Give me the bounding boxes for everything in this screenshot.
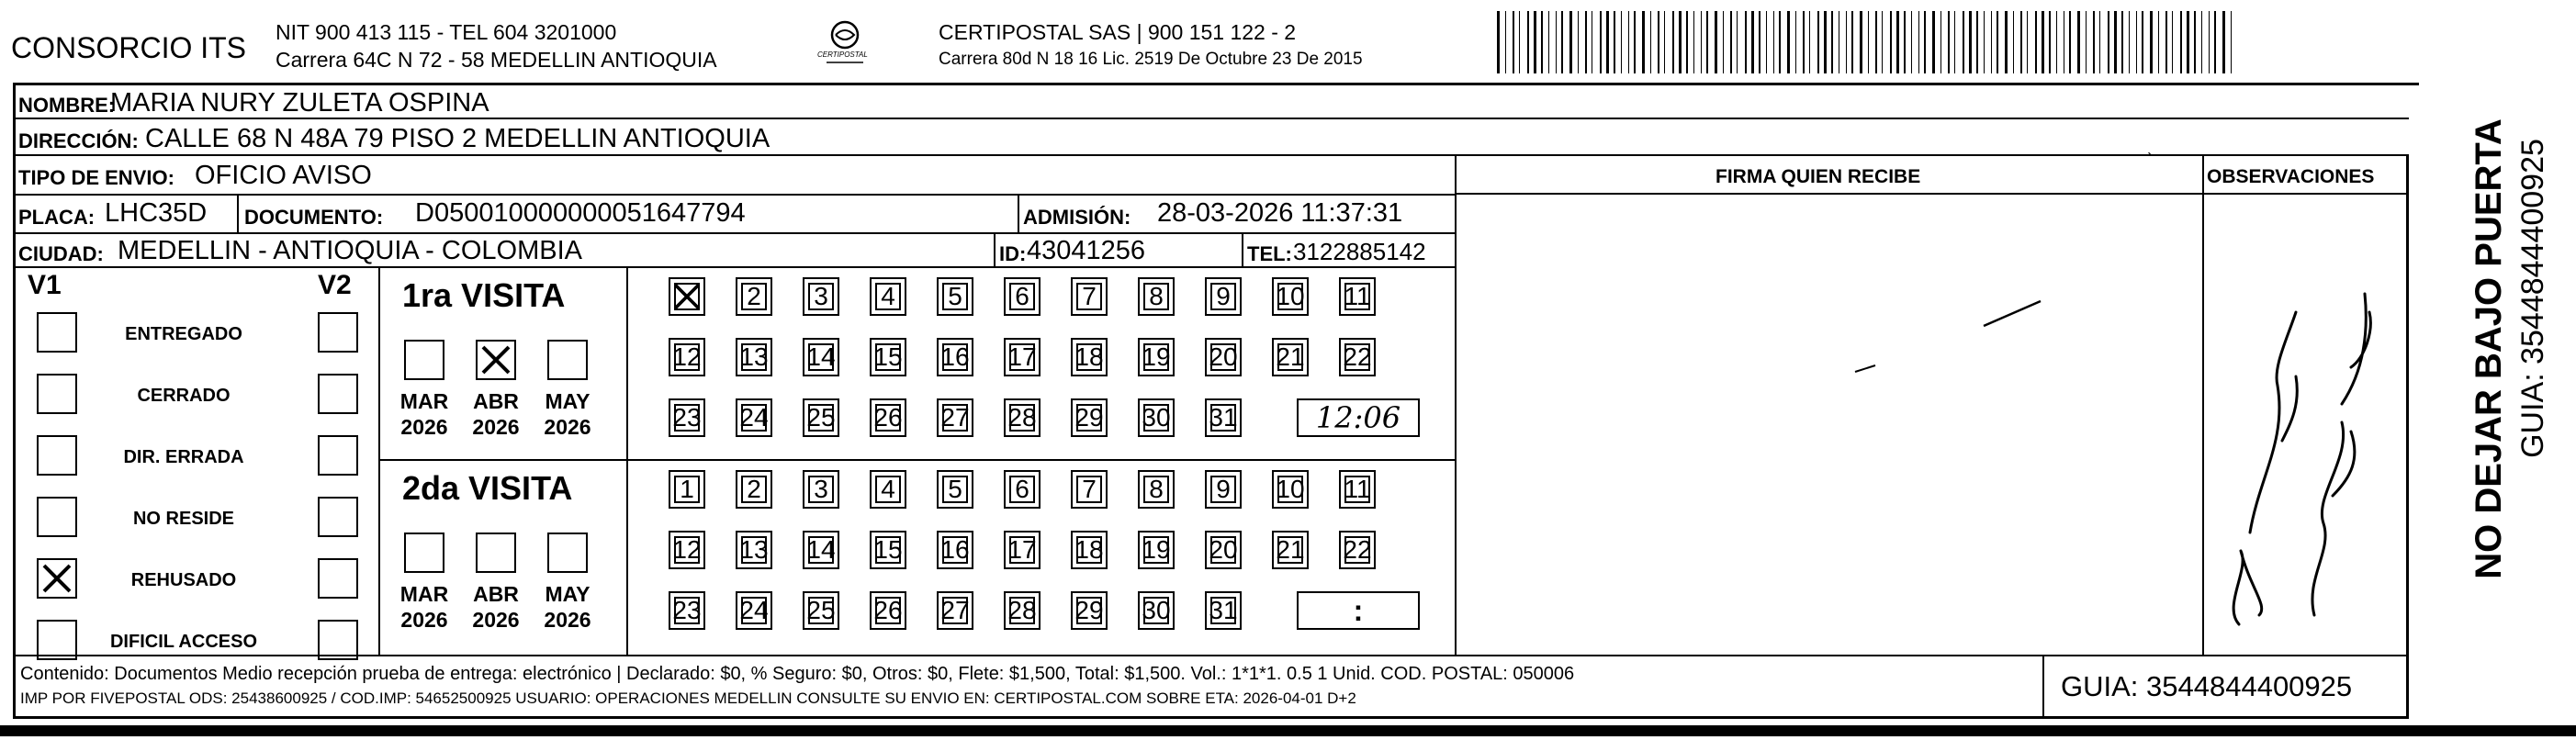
barcode-bar [1606,11,1609,73]
status-label: REHUSADO [130,570,237,590]
frame-left [13,83,16,716]
barcode-bar [1969,11,1972,73]
barcode-bar [2093,11,2095,73]
day-box[interactable]: 17 [1004,531,1041,569]
barcode-bar [2049,11,2051,73]
day-box[interactable]: 28 [1004,591,1041,630]
barcode-bar [2121,11,2123,73]
barcode-bar [2180,11,2182,73]
day-box[interactable]: 30 [1138,591,1175,630]
footer-top [13,655,2409,656]
day-box[interactable]: 13 [736,338,772,376]
day-box[interactable]: 16 [937,531,973,569]
day-box[interactable]: 15 [870,531,906,569]
barcode-bar [2035,11,2037,73]
documento-label: DOCUMENTO: [244,206,384,229]
day-box[interactable]: 3 [803,277,839,316]
barcode-bar [2077,11,2080,73]
barcode-bar [2136,11,2137,73]
month-year: 2026 [544,415,591,439]
barcode-bar [1658,11,1659,73]
month-checkbox[interactable] [476,533,516,573]
ciudad-label: CIUDAD: [18,242,104,265]
row-line-4 [13,232,1457,234]
barcode-bar [1561,11,1563,73]
day-box[interactable]: 14 [803,531,839,569]
side-guia: GUIA: 3544844400925 [2515,139,2550,458]
row-line-2 [13,154,2409,156]
day-box[interactable]: 4 [870,277,906,316]
day-box[interactable]: 31 [1205,591,1242,630]
barcode-bar [2099,11,2100,73]
status-v1-checkbox[interactable] [37,435,77,476]
month-label: MAR [399,389,449,413]
barcode-bar [2069,11,2071,73]
day-box[interactable]: 27 [937,398,973,437]
day-box[interactable]: 5 [937,470,973,509]
month-label: ABR [473,389,519,413]
barcode-bar [1569,11,1572,73]
day-box[interactable]: 14 [803,338,839,376]
barcode-bar [1745,11,1747,73]
row-line-5 [13,266,1457,268]
barcode-bar [1497,11,1500,73]
ciudad-value: MEDELLIN - ANTIOQUIA - COLOMBIA [118,236,582,265]
carrier-address: Carrera 80d N 18 16 Lic. 2519 De Octubre 23 De 2015 [939,50,1363,69]
v2-header: V2 [318,270,352,300]
day-box[interactable]: 11 [1339,277,1376,316]
barcode-bar [1751,11,1754,73]
company-nit: NIT 900 413 115 - TEL 604 3201000 [276,20,617,44]
visit-title: 1ra VISITA [402,276,566,314]
barcode-bar [2165,11,2167,73]
month-checkbox[interactable] [476,340,516,380]
barcode-bar [1628,11,1629,73]
frame-right [2406,154,2409,716]
footer-line-2: IMP POR FIVEPOSTAL ODS: 25438600925 / COD.IMP: 54652500925 USUARIO: OPERACIONES MEDELLIN CONSULTE SU ENVIO EN: CERTIPOSTAL.COM SOBRE ETA: 2026-04-01 D+2 [20,690,1356,707]
month-checkbox[interactable] [404,340,444,380]
barcode-bar [1882,11,1883,73]
barcode-bar [2172,11,2173,73]
barcode-bar [1911,11,1912,73]
id-sep [994,232,996,266]
barcode-bar [1851,11,1853,73]
day-box[interactable]: 16 [937,338,973,376]
status-v2-checkbox[interactable] [318,558,358,599]
barcode-bar [1672,11,1674,73]
barcode-bar [2005,11,2008,73]
placa-sep [237,194,239,232]
day-box[interactable]: 19 [1138,531,1175,569]
frame-bottom [13,716,2409,719]
month-label: MAY [545,389,591,413]
barcode-bar [1621,11,1622,73]
barcode-bar [1519,11,1520,73]
barcode-bar [1773,11,1774,73]
day-box[interactable]: 2 [736,277,772,316]
barcode-bar [1548,11,1549,73]
status-v1-checkbox[interactable] [37,312,77,353]
barcode-bar [1706,11,1708,73]
barcode-bar [1846,11,1847,73]
day-box[interactable]: 22 [1339,338,1376,376]
month-year: 2026 [472,415,520,439]
barcode-bar [1831,11,1833,73]
barcode-bar [1759,11,1760,73]
barcode-bar [1860,11,1862,73]
barcode-bar [1890,11,1892,73]
day-box[interactable]: 10 [1272,277,1309,316]
admision-label: ADMISIÓN: [1023,206,1131,229]
day-box[interactable]: 29 [1071,398,1108,437]
barcode-bar [1787,11,1790,73]
barcode-bar [1932,11,1935,73]
day-box[interactable]: 25 [803,591,839,630]
placa-label: PLACA: [18,206,96,229]
day-box[interactable]: 24 [736,591,772,630]
day-box[interactable]: 13 [736,531,772,569]
barcode-bar [1513,11,1514,73]
status-v1-checkbox[interactable] [37,558,77,599]
nombre-label: NOMBRE: [18,94,116,117]
day-box[interactable]: 19 [1138,338,1175,376]
day-box[interactable]: 26 [870,591,906,630]
barcode-bar [2020,11,2022,73]
barcode-bar [2158,11,2159,73]
status-label: DIFICIL ACCESO [109,632,258,652]
signature-strokes [1828,285,2057,386]
status-label: NO RESIDE [132,509,235,529]
tipo-envio-label: TIPO DE ENVIO: [18,166,174,189]
day-box[interactable]: 23 [669,591,705,630]
barcode-bar [1924,11,1926,73]
barcode-bar [1737,11,1738,73]
barcode-bar [2042,11,2044,73]
month-year: 2026 [472,608,520,632]
barcode-bar [1664,11,1665,73]
tel-value: 3122885142 [1293,238,1426,265]
certipostal-logo [808,17,882,72]
day-box[interactable]: 11 [1339,470,1376,509]
day-box[interactable]: 10 [1272,470,1309,509]
row-line-1 [13,118,2409,119]
day-box[interactable]: 1 [669,470,705,509]
month-label: ABR [473,582,519,606]
barcode-bar [1650,11,1651,73]
frame-top [13,83,2419,85]
barcode-bar [1600,11,1602,73]
side-warning: NO DEJAR BAJO PUERTA [2469,118,2509,579]
day-box[interactable]: 2 [736,470,772,509]
status-label: ENTREGADO [125,324,242,344]
day-box[interactable]: 12 [669,531,705,569]
documento-value: D050010000000051647794 [415,198,746,228]
barcode-bar [1896,11,1899,73]
day-box[interactable]: 9 [1205,470,1242,509]
header [0,0,2576,79]
day-box[interactable]: 21 [1272,531,1309,569]
month-label: MAY [545,582,591,606]
barcode-bar [1918,11,1919,73]
footer-line-1: Contenido: Documentos Medio recepción prueba de entrega: electrónico | Declarado: $0, % Seguro: $0, Otros: $0, Flete: $1,500, Total: $1,500. Vol.: 1*1*1. 0.5 1 Unid. COD. POSTAL: 050006 [20,664,1575,684]
barcode-bar [2214,11,2216,73]
day-box[interactable] [669,277,705,316]
barcode-bar [1991,11,1992,73]
month-checkbox[interactable] [547,340,588,380]
day-box[interactable]: 7 [1071,277,1108,316]
tel-label: TEL: [1247,242,1292,265]
admision-value: 28-03-2026 11:37:31 [1157,198,1403,228]
barcode-bar [1824,11,1827,73]
signature-dot: ` [2147,151,2153,169]
barcode-bar [1642,11,1645,73]
barcode-bar [1984,11,1985,73]
tipo-envio-value: OFICIO AVISO [195,161,372,190]
barcode-bar [1779,11,1781,73]
day-box[interactable]: 31 [1205,398,1242,437]
barcode-bar [1534,11,1536,73]
col-firma-left [1455,154,1457,655]
barcode [1497,11,2232,73]
barcode-bar [1940,11,1941,73]
day-box[interactable]: 23 [669,398,705,437]
direccion-value: CALLE 68 N 48A 79 PISO 2 MEDELLIN ANTIOQUIA [145,124,771,153]
barcode-bar [1875,11,1877,73]
barcode-bar [1541,11,1543,73]
day-box[interactable]: 15 [870,338,906,376]
barcode-bar [1730,11,1732,73]
day-box[interactable]: 7 [1071,470,1108,509]
observation-handwriting [2213,275,2397,643]
day-box[interactable]: 17 [1004,338,1041,376]
firma-header-line [1455,193,2409,195]
barcode-bar [1715,11,1717,73]
month-label: MAR [399,582,449,606]
footer-guia: GUIA: 3544844400925 [2061,670,2353,702]
status-label: DIR. ERRADA [123,447,244,467]
day-box[interactable]: 4 [870,470,906,509]
day-box[interactable]: 22 [1339,531,1376,569]
barcode-bar [2013,11,2014,73]
barcode-bar [1904,11,1906,73]
footer-guia-sep [2042,655,2044,716]
barcode-bar [1795,11,1796,73]
v1-header: V1 [28,270,62,300]
day-box[interactable]: 3 [803,470,839,509]
logo-text: CERTIPOSTAL [817,50,868,59]
status-v2-checkbox[interactable] [318,435,358,476]
day-box[interactable]: 9 [1205,277,1242,316]
time-box[interactable]: 12:06 [1297,398,1420,437]
barcode-bar [1954,11,1955,73]
status-v2-checkbox[interactable] [318,312,358,353]
barcode-bar [1505,11,1506,73]
barcode-bar [2056,11,2057,73]
barcode-bar [1817,11,1819,73]
firma-header: FIRMA QUIEN RECIBE [1715,166,1921,187]
day-box[interactable]: 21 [1272,338,1309,376]
barcode-bar [2142,11,2143,73]
day-box[interactable]: 5 [937,277,973,316]
status-label: CERRADO [137,386,231,406]
barcode-bar [1997,11,1998,73]
day-box[interactable]: 12 [669,338,705,376]
barcode-bar [2194,11,2196,73]
admision-sep [1018,194,1019,232]
barcode-bar [2086,11,2087,73]
barcode-bar [1679,11,1682,73]
day-box[interactable]: 27 [937,591,973,630]
barcode-bar [1693,11,1694,73]
barcode-bar [1809,11,1810,73]
barcode-bar [2027,11,2028,73]
visit-title: 2da VISITA [402,469,573,507]
carrier-name: CERTIPOSTAL SAS | 900 151 122 - 2 [939,20,1297,44]
status-v1-checkbox[interactable] [37,374,77,414]
barcode-bar [2201,11,2202,73]
month-year: 2026 [544,608,591,632]
barcode-bar [1527,11,1529,73]
day-box[interactable]: 20 [1205,531,1242,569]
day-box[interactable]: 29 [1071,591,1108,630]
barcode-bar [1976,11,1978,73]
id-value: 43041256 [1027,236,1146,265]
barcode-bar [1766,11,1767,73]
barcode-bar [1701,11,1702,73]
status-v2-checkbox[interactable] [318,497,358,537]
observaciones-header: OBSERVACIONES [2207,166,2375,187]
day-box[interactable]: 26 [870,398,906,437]
barcode-bar [1686,11,1688,73]
direccion-label: DIRECCIÓN: [18,129,139,152]
day-box[interactable]: 24 [736,398,772,437]
company-address: Carrera 64C N 72 - 58 MEDELLIN ANTIOQUIA [276,48,717,72]
barcode-bar [2114,11,2117,73]
day-box[interactable]: 30 [1138,398,1175,437]
barcode-bar [1948,11,1950,73]
barcode-bar [2150,11,2153,73]
barcode-bar [1556,11,1557,73]
barcode-bar [1723,11,1724,73]
month-year: 2026 [400,415,448,439]
nombre-value: MARIA NURY ZULETA OSPINA [110,88,489,118]
barcode-bar [2209,11,2210,73]
tel-sep [1242,232,1243,266]
barcode-bar [2187,11,2189,73]
day-box[interactable]: 6 [1004,277,1041,316]
day-box[interactable]: 20 [1205,338,1242,376]
barcode-bar [1578,11,1579,73]
status-v1-checkbox[interactable] [37,497,77,537]
barcode-bar [2129,11,2130,73]
barcode-bar [1585,11,1587,73]
day-box[interactable]: 25 [803,398,839,437]
time-box[interactable]: : [1297,591,1420,630]
bottom-shadow [0,725,2576,736]
month-checkbox[interactable] [404,533,444,573]
col-obs-left [2202,154,2204,655]
day-box[interactable]: 28 [1004,398,1041,437]
day-box[interactable]: 6 [1004,470,1041,509]
day-box[interactable]: 18 [1071,531,1108,569]
status-v2-checkbox[interactable] [318,374,358,414]
month-year: 2026 [400,608,448,632]
day-box[interactable]: 8 [1138,277,1175,316]
month-checkbox[interactable] [547,533,588,573]
visit-sep-h [378,459,1455,461]
day-box[interactable]: 18 [1071,338,1108,376]
row-line-3 [13,194,1457,196]
day-box[interactable]: 8 [1138,470,1175,509]
barcode-bar [1614,11,1615,73]
barcode-bar [1803,11,1805,73]
barcode-bar [1868,11,1869,73]
barcode-bar [1963,11,1964,73]
id-label: ID: [999,242,1027,265]
barcode-bar [1634,11,1636,73]
barcode-bar [2231,11,2232,73]
barcode-bar [2222,11,2225,73]
placa-value: LHC35D [105,198,208,228]
barcode-bar [2108,11,2109,73]
company-name: CONSORCIO ITS [11,31,247,64]
